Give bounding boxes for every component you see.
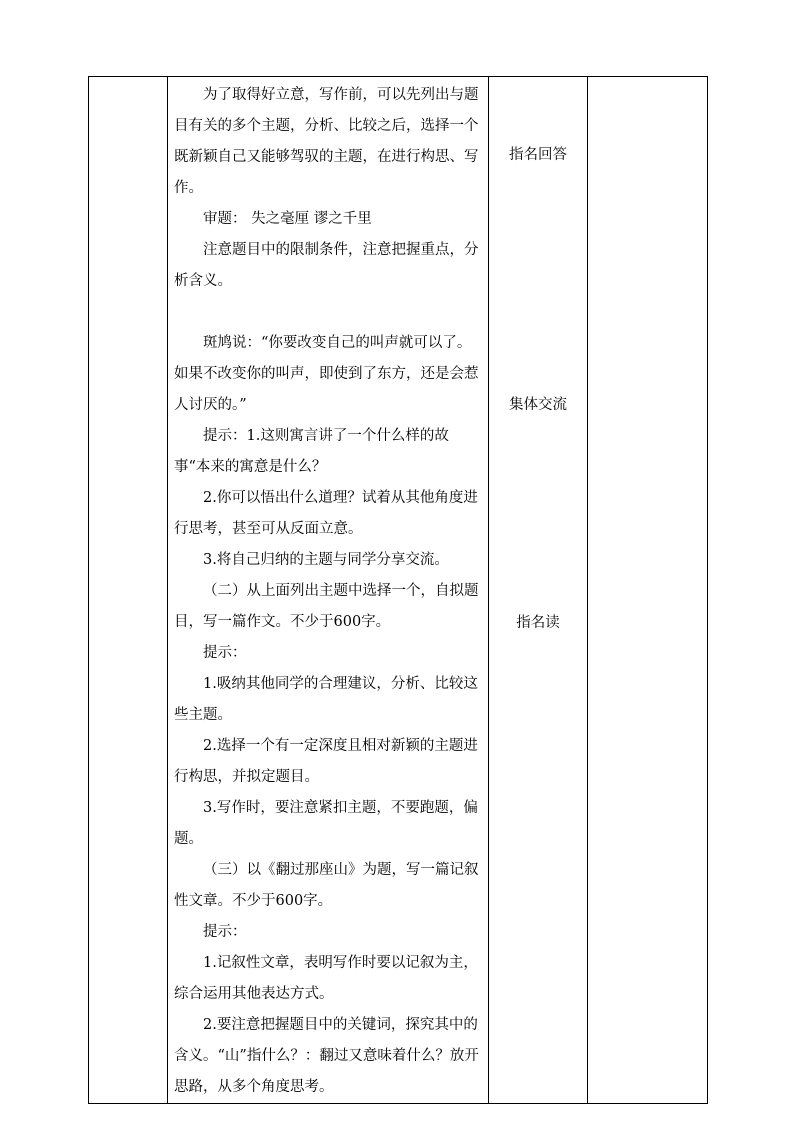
content-paragraph: 为了取得好立意，写作前，可以先列出与题目有关的多个主题，分析、比较之后，选择一个既新颖自己又能够驾驭的主题，在进行构思、写作。 [174, 87, 479, 196]
content-paragraph: 3.将自己归纳的主题与同学分享交流。 [203, 552, 449, 568]
empty-cell-left [89, 77, 168, 1104]
table-row [89, 77, 708, 1104]
content-paragraph: 审题： 失之毫厘 谬之千里 [203, 211, 372, 227]
content-paragraph: 提示： [203, 924, 247, 940]
content-paragraph: 3.写作时，要注意紧扣主题，不要跑题，偏题。 [174, 800, 478, 847]
content-paragraph: （三）以《翻过那座山》为题，写一篇记叙性文章。不少于600字。 [174, 862, 479, 909]
content-paragraph: 斑鸠说：“你要改变自己的叫声就可以了。如果不改变你的叫声，即使到了东方，还是会惹人讨厌的。” [174, 335, 479, 413]
content-paragraph: （二）从上面列出主题中选择一个，自拟题目，写一篇作文。不少于600字。 [174, 583, 479, 630]
content-paragraph: 提示： [203, 645, 247, 661]
activity-label: 集体交流 [509, 397, 567, 413]
empty-cell-right [588, 77, 708, 1104]
content-paragraph: 2.选择一个有一定深度且相对新颖的主题进行构思，并拟定题目。 [174, 738, 478, 785]
content-paragraph: 2.要注意把握题目中的关键词，探究其中的含义。“山”指什么？：翻过又意味着什么？放开思路，从多个角度思考。 [174, 1017, 479, 1095]
student-activity-cell [489, 77, 588, 1104]
lesson-plan-table [88, 76, 708, 1104]
content-paragraph: 2.你可以悟出什么道理？试着从其他角度进行思考，甚至可从反面立意。 [174, 490, 478, 537]
activity-label: 指名读 [516, 615, 560, 631]
content-paragraph: 提示：1.这则寓言讲了一个什么样的故事“本来的寓意是什么？ [174, 428, 449, 475]
content-paragraph: 1.吸纳其他同学的合理建议，分析、比较这些主题。 [174, 676, 478, 723]
blank-line [174, 297, 482, 328]
content-paragraph: 1.记叙性文章，表明写作时要以记叙为主，综合运用其他表达方式。 [174, 955, 478, 1002]
content-paragraph: 注意题目中的限制条件，注意把握重点，分析含义。 [174, 242, 479, 289]
activity-label: 指名回答 [509, 147, 567, 163]
teaching-content [168, 77, 488, 1103]
teaching-content-cell [168, 77, 489, 1104]
